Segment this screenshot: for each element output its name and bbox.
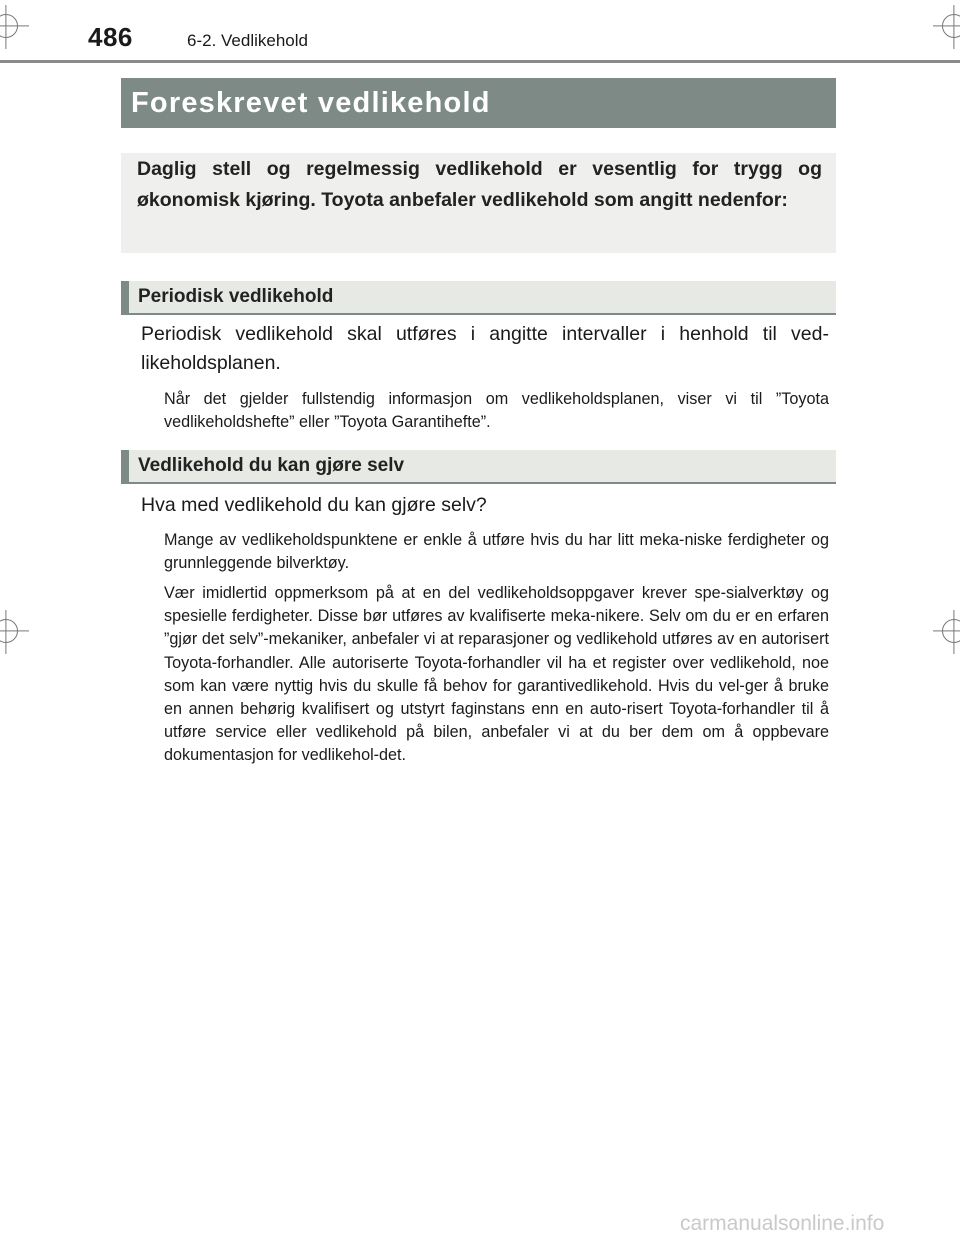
crop-mark-top-left <box>0 14 18 38</box>
intro-box <box>121 153 836 253</box>
subheading-marker <box>121 281 129 313</box>
title-bar <box>121 78 836 128</box>
section-label: 6-2. Vedlikehold <box>187 31 308 50</box>
crop-mark-mid-right <box>942 619 960 643</box>
subheading-periodic <box>121 281 836 315</box>
diy-note-1: Mange av vedlikeholdspunktene er enkle å utføre hvis du har litt meka-niske ferdigheter og grunnleggende bilverktøy. <box>164 531 829 573</box>
watermark: carmanualsonline.info <box>680 1212 885 1235</box>
crop-mark-top-right <box>942 14 960 38</box>
diy-note-2: Vær imidlertid oppmerksom på at en del vedlikeholdsoppgaver krever spe-sialverktøy og spesielle ferdigheter. Disse bør utføres av kvalifiserte meka-nikere. Selv om du er en erfaren ”gjør det selv”-mekaniker, anbefaler vi at reparasjoner og vedlikehold utføres av en autorisert Toyota-forhandler. Alle autoriserte Toyota-forhandler vil ha et register over vedlikehold, noe som kan være nyttig hvis du skulle få behov for garantivedlikehold. Hvis du vel-ger å bruke en annen behørig kvalifisert og utstyrt faginstans enn en auto-risert Toyota-forhandler til å utføre service eller vedlikehold på bilen, anbefaler vi at du ber dem om å oppbevare dokumentasjon for vedlikehol-det. <box>164 584 829 765</box>
subheading-diy-text: Vedlikehold du kan gjøre selv <box>138 455 405 476</box>
crop-mark-mid-left <box>0 619 18 643</box>
subheading-marker <box>121 450 129 482</box>
page-number: 486 <box>88 22 133 52</box>
header-rule <box>0 60 960 63</box>
periodic-note: Når det gjelder fullstendig informasjon om vedlikeholdsplanen, viser vi til ”Toyota vedlikeholdshefte” eller ”Toyota Garantihefte”. <box>164 390 829 432</box>
subheading-diy <box>121 450 836 484</box>
periodic-lead: Periodisk vedlikehold skal utføres i angitte intervaller i henhold til ved-likeholdsplanen. <box>141 323 829 374</box>
diy-lead: Hva med vedlikehold du kan gjøre selv? <box>141 494 487 516</box>
page-title: Foreskrevet vedlikehold <box>131 86 491 119</box>
subheading-periodic-text: Periodisk vedlikehold <box>138 286 334 307</box>
intro-text: Daglig stell og regelmessig vedlikehold er vesentlig for trygg og økonomisk kjøring. Toyota anbefaler vedlikehold som angitt nedenfor: <box>137 158 822 211</box>
